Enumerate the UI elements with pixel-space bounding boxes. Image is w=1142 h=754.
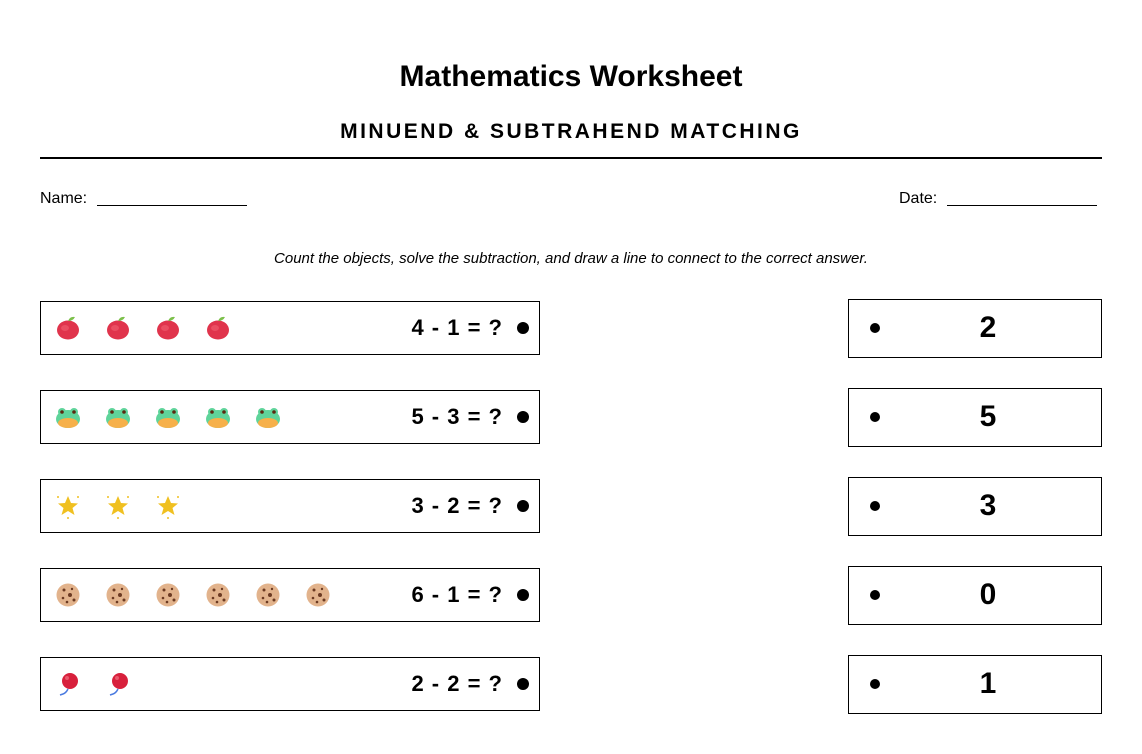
date-field xyxy=(899,190,1097,208)
cookie-icon xyxy=(55,582,81,608)
cookie-icon xyxy=(105,582,131,608)
problem-row xyxy=(40,390,540,444)
star-icon xyxy=(105,493,131,519)
apple-icon xyxy=(155,315,181,341)
connector-dot[interactable] xyxy=(517,411,529,423)
answer-value: 5 xyxy=(979,400,997,433)
answer-value: 3 xyxy=(979,489,997,522)
cookie-icon xyxy=(205,582,231,608)
problem-row xyxy=(40,301,540,355)
star-icon xyxy=(155,493,181,519)
object-group xyxy=(55,493,205,519)
frog-icon xyxy=(205,404,231,430)
connector-dot[interactable] xyxy=(517,322,529,334)
answer-box xyxy=(848,477,1102,536)
problem-row xyxy=(40,568,540,622)
answer-box xyxy=(848,655,1102,714)
cookie-icon xyxy=(255,582,281,608)
date-line[interactable] xyxy=(947,204,1097,206)
answer-box xyxy=(848,299,1102,358)
apple-icon xyxy=(205,315,231,341)
frog-icon xyxy=(55,404,81,430)
equation: 5 - 3 = ? xyxy=(411,404,503,429)
star-icon xyxy=(55,493,81,519)
equation: 6 - 1 = ? xyxy=(411,582,503,607)
cookie-icon xyxy=(155,582,181,608)
answer-box xyxy=(848,388,1102,447)
frog-icon xyxy=(105,404,131,430)
frog-icon xyxy=(155,404,181,430)
name-label: Name: xyxy=(40,190,88,207)
object-group xyxy=(55,671,155,697)
answer-value: 1 xyxy=(979,667,997,700)
apple-icon xyxy=(55,315,81,341)
name-line[interactable] xyxy=(97,204,247,206)
equation: 4 - 1 = ? xyxy=(411,315,503,340)
date-label: Date: xyxy=(899,190,938,207)
object-group xyxy=(55,582,355,608)
answer-box xyxy=(848,566,1102,625)
connector-dot[interactable] xyxy=(517,589,529,601)
balloon-icon xyxy=(55,671,81,697)
header-divider xyxy=(40,157,1102,159)
balloon-icon xyxy=(105,671,131,697)
page-subtitle: MINUEND & SUBTRAHEND MATCHING xyxy=(340,120,802,143)
equation: 3 - 2 = ? xyxy=(411,493,503,518)
page-title: Mathematics Worksheet xyxy=(399,60,743,93)
name-field xyxy=(40,190,247,208)
answer-value: 2 xyxy=(979,311,997,344)
object-group xyxy=(55,315,255,341)
connector-dot[interactable] xyxy=(517,678,529,690)
problem-row xyxy=(40,657,540,711)
connector-dot[interactable] xyxy=(517,500,529,512)
equation: 2 - 2 = ? xyxy=(411,671,503,696)
instructions: Count the objects, solve the subtraction, and draw a line to connect to the correct answer. xyxy=(274,250,868,267)
problem-row xyxy=(40,479,540,533)
apple-icon xyxy=(105,315,131,341)
object-group xyxy=(55,404,305,430)
answer-value: 0 xyxy=(979,578,997,611)
frog-icon xyxy=(255,404,281,430)
cookie-icon xyxy=(305,582,331,608)
